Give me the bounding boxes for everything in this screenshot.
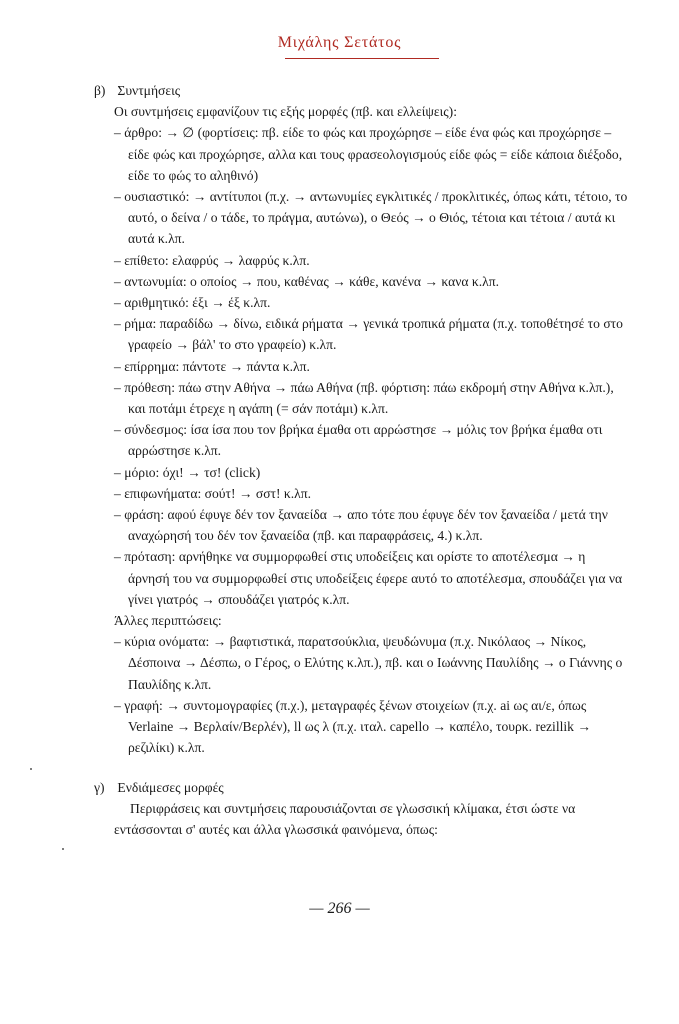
list-item: – επιφωνήματα: σούτ! → σστ! κ.λπ. [114,485,312,501]
list-item: – πρόθεση: πάω στην Αθήνα → πάω Αθήνα (πβ. φόρτιση: πάω εκδρομή στην Αθήνα κ.λπ.), και ποτάμι έτρεχε η αγάπη (= σάν ποτάμι) κ.λπ. [114,379,614,417]
list-item: – αντωνυμία: ο οποίος → που, καθένας → κάθε, κανένα → κανα κ.λπ. [114,273,500,289]
section-c-label: γ) [94,779,105,795]
list-item: – φράση: αφού έφυγε δέν τον ξαναείδα → απο τότε που έφυγε δέν τον ξαναείδα / μετά την αναχώρησή του δέν τον ξαναείδα (πβ. και παραφράσεις, 4.) κ.λπ. [114,507,608,544]
section-b-intro: Οι συντμήσεις εμφανίζουν τις εξής μορφές (πβ. και ελλείψεις): [114,104,457,120]
section-b-label: β) [94,83,106,98]
page-number: — 266 — [309,900,370,917]
list-item: – μόριο: όχι! → τσ! (click) [114,464,261,480]
page-body [94,80,630,840]
list-item: – άρθρο: → ∅ (φορτίσεις: πβ. είδε το φώς και προχώρησε – είδε ένα φώς και προχώρησε – είδε φώς και προχώρησε, αλλα και τους φρασεολογισμούς είδε φώς = είδε κάποια διέξοδο, είδε το φώς το αληθινό) [114,125,623,183]
section-c-heading [94,777,630,798]
running-header: Μιχάλης Σετάτος [277,34,402,51]
list-item: – επίρρημα: πάντοτε → πάντα κ.λπ. [114,358,310,374]
list-item: – ρήμα: παραδίδω → δίνω, ειδικά ρήματα → γενικά τροπικά ρήματα (π.χ. τοποθέτησέ το στο γραφείο → βάλ' το στο γραφείο) κ.λπ. [114,316,623,353]
list-item: – πρόταση: αρνήθηκε να συμμορφωθεί στις υποδείξεις και ορίστε το αποτέλεσμα → η άρνησή του να συμμορφωθεί στις υποδείξεις έφερε αυτό το αποτέλεσμα, σπουδάζει για να γίνει γιατρός → σπουδάζει γιατρός κ.λπ. [114,549,623,607]
header-underline [285,58,439,59]
scan-speck [30,768,32,770]
scan-speck [62,848,64,850]
section-gap [94,759,630,777]
section-c-paragraph: Περιφράσεις και συντμήσεις παρουσιάζονται σε γλωσσική κλίμακα, έτσι ώστε να εντάσσονται σ' αυτές και άλλα γλωσσικά φαινόμενα, όπως: [114,800,576,837]
section-b-title: Συντμήσεις [117,83,181,98]
list-item: – ουσιαστικό: → αντίτυποι (π.χ. → αντωνυμίες εγκλιτικές / προκλιτικές, όπως κάτι, τέτοιο, το αυτό, ο δείνα / ο τάδε, το πράγμα, αυτώνω), ο Θεός → ο Θιός, τέτοια και τέτοια / αυτά κι αυτά κ.λπ. [114,189,628,247]
section-c-title: Ενδιάμεσες μορφές [117,779,224,795]
list-item: – επίθετο: ελαφρύς → λαφρύς κ.λπ. [114,252,310,268]
other-cases-heading: Άλλες περιπτώσεις: [114,613,222,629]
list-item: – αριθμητικό: έξι → έξ κ.λπ. [114,295,271,311]
list-item: – κύρια ονόματα: → βαφτιστικά, παρατσούκλια, ψευδώνυμα (π.χ. Νικόλαος → Νίκος, Δέσποινα → Δέσπω, ο Γέρος, ο Ελύτης κ.λπ.), πβ. και ο Ιωάννης Παυλίδης → ο Γιάννης ο Παυλίδης κ.λπ. [114,634,623,692]
list-item: – γραφή: → συντομογραφίες (π.χ.), μεταγραφές ξένων στοιχείων (π.χ. ai ως αι/ε, όπως Verlaine → Βερλαίν/Βερλέν), ll ως λ (π.χ. ιταλ. capello → καπέλο, τουρκ. rezillik → ρεζιλίκι) κ.λπ. [114,697,591,756]
section-b-heading [94,80,630,101]
list-item: – σύνδεσμος: ίσα ίσα που τον βρήκα έμαθα οτι αρρώστησε → μόλις τον βρήκα έμαθα οτι αρρώστησε κ.λπ. [114,422,603,459]
